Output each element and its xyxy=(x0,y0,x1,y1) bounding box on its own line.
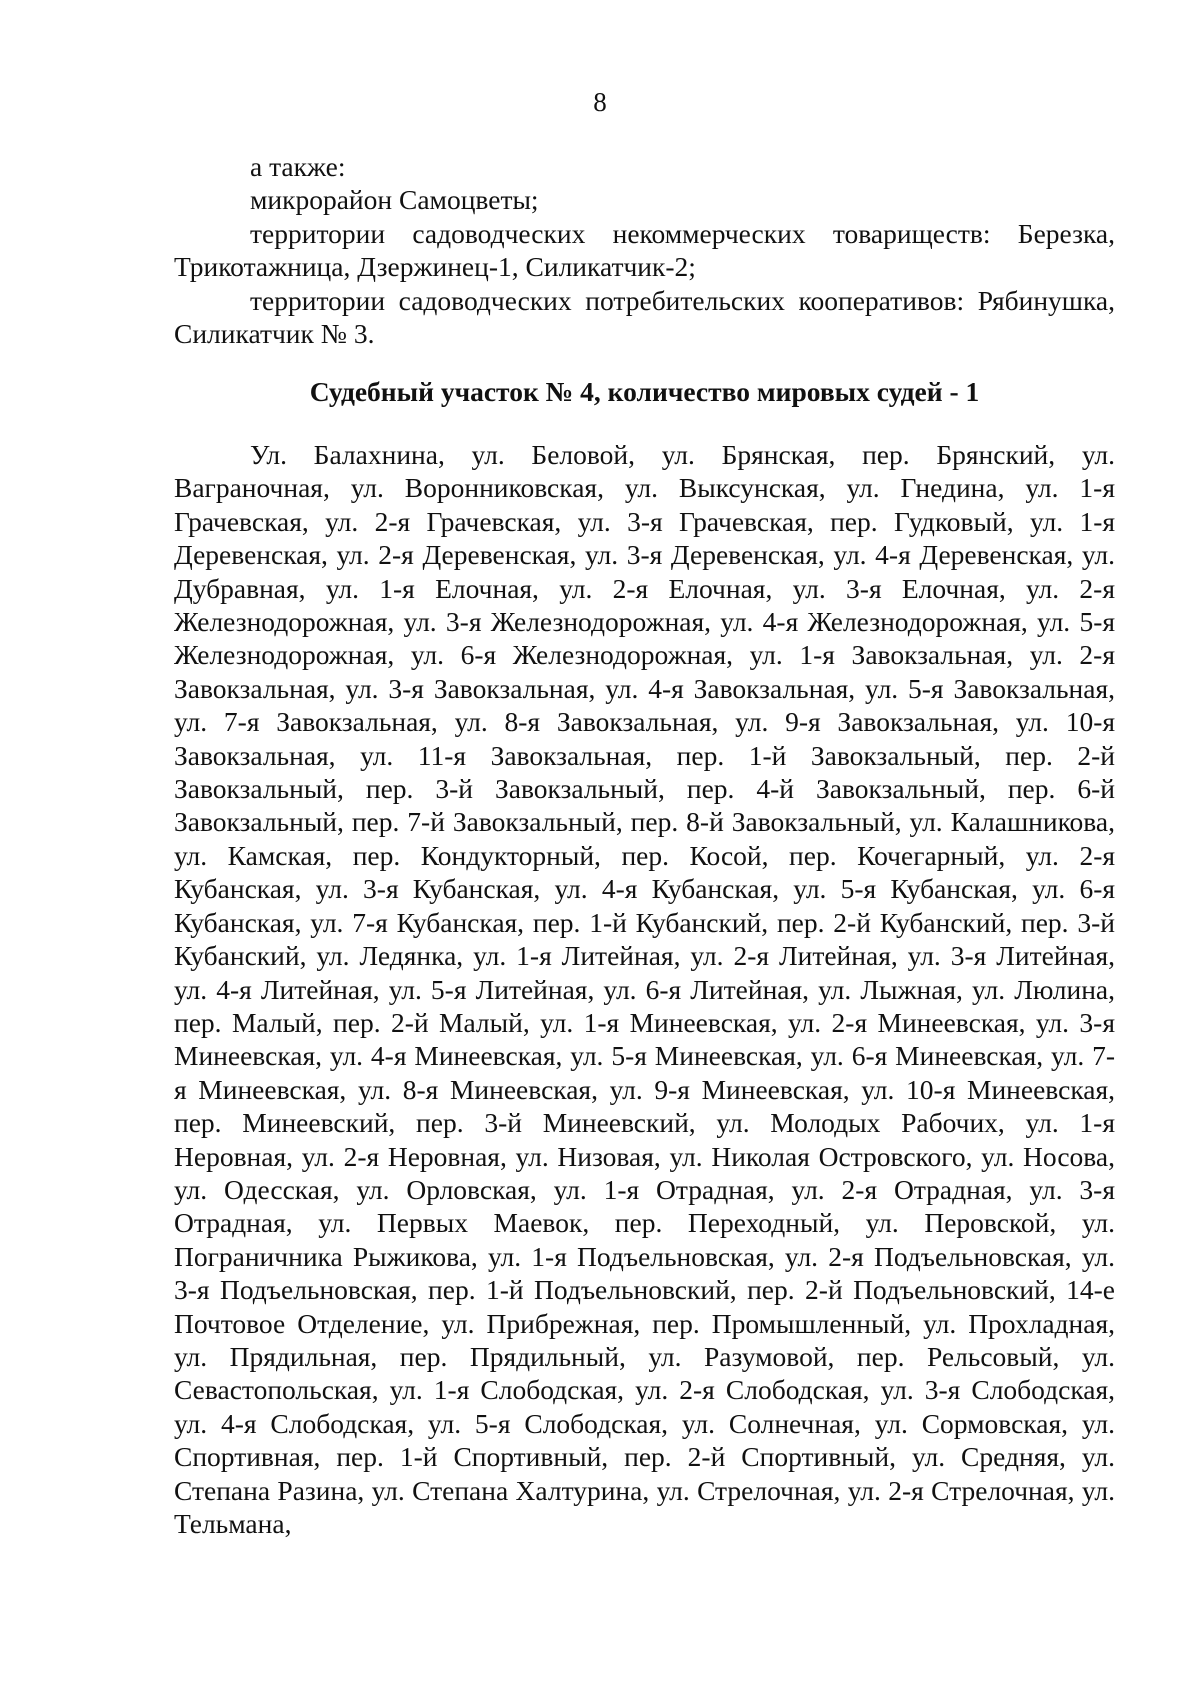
intro-block xyxy=(174,150,1115,350)
street-list-paragraph: Ул. Балахнина, ул. Беловой, ул. Брянская, пер. Брянский, ул. Ваграночная, ул. Воронниковская, ул. Выксунская, ул. Гнедина, ул. 1-я Грачевская, ул. 2-я Грачевская, ул. 3-я Грачевская, пер. Гудковый, ул. 1-я Деревенская, ул. 2-я Деревенская, ул. 3-я Деревенская, ул. 4-я Деревенская, ул. Дубравная, ул. 1-я Елочная, ул. 2-я Елочная, ул. 3-я Елочная, ул. 2-я Железнодорожная, ул. 3-я Железнодорожная, ул. 4-я Железнодорожная, ул. 5-я Железнодорожная, ул. 6-я Железнодорожная, ул. 1-я Завокзальная, ул. 2-я Завокзальная, ул. 3-я Завокзальная, ул. 4-я Завокзальная, ул. 5-я Завокзальная, ул. 7-я Завокзальная, ул. 8-я Завокзальная, ул. 9-я Завокзальная, ул. 10-я Завокзальная, ул. 11-я Завокзальная, пер. 1-й Завокзальный, пер. 2-й Завокзальный, пер. 3-й Завокзальный, пер. 4-й Завокзальный, пер. 6-й Завокзальный, пер. 7-й Завокзальный, пер. 8-й Завокзальный, ул. Калашникова, ул. Камская, пер. Кондукторный, пер. Косой, пер. Кочегарный, ул. 2-я Кубанская, ул. 3-я Кубанская, ул. 4-я Кубанская, ул. 5-я Кубанская, ул. 6-я Кубанская, ул. 7-я Кубанская, пер. 1-й Кубанский, пер. 2-й Кубанский, пер. 3-й Кубанский, ул. Ледянка, ул. 1-я Литейная, ул. 2-я Литейная, ул. 3-я Литейная, ул. 4-я Литейная, ул. 5-я Литейная, ул. 6-я Литейная, ул. Лыжная, ул. Люлина, пер. Малый, пер. 2-й Малый, ул. 1-я Минеевская, ул. 2-я Минеевская, ул. 3-я Минеевская, ул. 4-я Минеевская, ул. 5-я Минеевская, ул. 6-я Минеевская, ул. 7-я Минеевская, ул. 8-я Минеевская, ул. 9-я Минеевская, ул. 10-я Минеевская, пер. Минеевский, пер. 3-й Минеевский, ул. Молодых Рабочих, ул. 1-я Неровная, ул. 2-я Неровная, ул. Низовая, ул. Николая Островского, ул. Носова, ул. Одесская, ул. Орловская, ул. 1-я Отрадная, ул. 2-я Отрадная, ул. 3-я Отрадная, ул. Первых Маевок, пер. Переходный, ул. Перовской, ул. Пограничника Рыжикова, ул. 1-я Подъельновская, ул. 2-я Подъельновская, ул. 3-я Подъельновская, пер. 1-й Подъельновский, пер. 2-й Подъельновский, 14-е Почтовое Отделение, ул. Прибрежная, пер. Промышленный, ул. Прохладная, ул. Прядильная, пер. Прядильный, ул. Разумовой, пер. Рельсовый, ул. Севастопольская, ул. 1-я Слободская, ул. 2-я Слободская, ул. 3-я Слободская, ул. 4-я Слободская, ул. 5-я Слободская, ул. Солнечная, ул. Сормовская, ул. Спортивная, пер. 1-й Спортивный, пер. 2-й Спортивный, ул. Средняя, ул. Степана Разина, ул. Степана Халтурина, ул. Стрелочная, ул. 2-я Стрелочная, ул. Тельмана, xyxy=(174,439,1115,1539)
intro-paragraph-garden-cooperatives: территории садоводческих потребительских кооперативов: Рябинушка, Силикатчик № 3. xyxy=(174,284,1115,350)
intro-paragraph-garden-partnerships: территории садоводческих некоммерческих товариществ: Березка, Трикотажница, Дзержинец-1, Силикатчик-2; xyxy=(174,217,1115,283)
section-heading: Судебный участок № 4, количество мировых судей - 1 xyxy=(309,376,980,407)
intro-line-also: а также: xyxy=(250,151,346,182)
page-number: 8 xyxy=(593,87,607,117)
section-body xyxy=(174,438,1115,1540)
intro-line-microdistrict: микрорайон Самоцветы; xyxy=(250,184,539,216)
